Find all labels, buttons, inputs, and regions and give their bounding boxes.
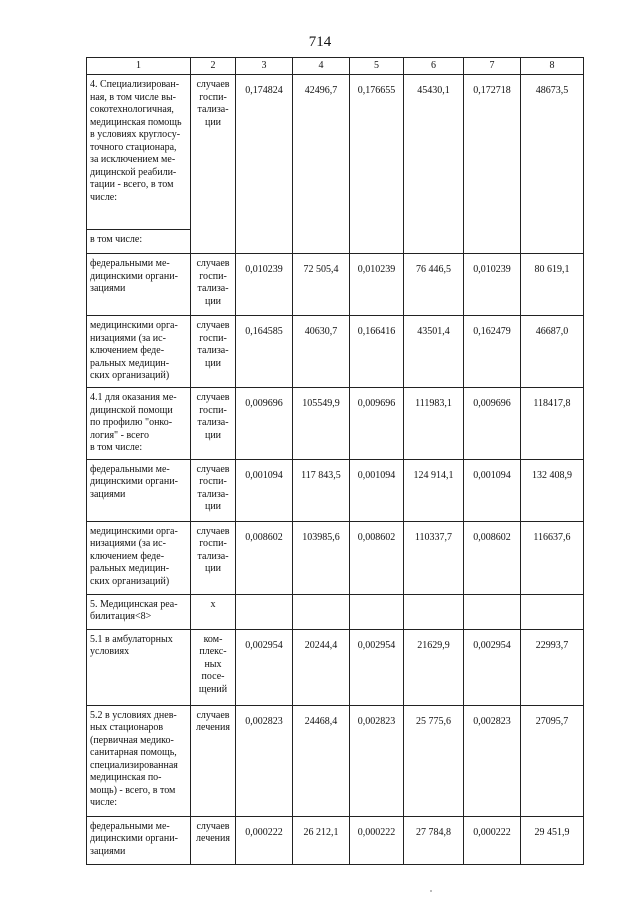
row-value: 27 784,8 [404,816,464,864]
column-number: 2 [191,58,236,75]
row-description: федеральными ме- дицинскими органи- зациями [87,254,191,316]
row-value: 103985,6 [293,521,350,594]
row-value: 0,002954 [236,629,293,705]
page-number: 714 [308,34,332,50]
row-value: 72 505,4 [293,254,350,316]
table-row [87,254,584,316]
row-value [404,230,464,254]
row-value [236,230,293,254]
row-unit: случаев госпи- тализа- ции [191,521,236,594]
row-unit: случаев лечения [191,705,236,816]
row-value: 43501,4 [404,316,464,388]
row-unit: х [191,594,236,629]
row-value: 29 451,9 [521,816,584,864]
row-value: 0,166416 [350,316,404,388]
row-description: 5.1 в амбулаторных условиях [87,629,191,705]
row-value: 0,002954 [350,629,404,705]
row-value: 20244,4 [293,629,350,705]
row-description: 4. Специализирован- ная, в том числе вы- сокотехнологичная, медицинская помощь в условиях круглосу- точного стационара, за исключением ме- дицинской реабили- тации - всего, в том числе: [87,75,191,230]
row-value: 42496,7 [293,75,350,230]
row-value [350,230,404,254]
row-value: 0,174824 [236,75,293,230]
table-row [87,388,584,460]
row-value: 0,176655 [350,75,404,230]
table-row [87,459,584,521]
row-value: 0,001094 [350,459,404,521]
row-value: 105549,9 [293,388,350,460]
row-value: 0,002954 [464,629,521,705]
table-row [87,230,584,254]
table-row [87,629,584,705]
row-value: 40630,7 [293,316,350,388]
row-value: 0,000222 [236,816,293,864]
row-value: 0,010239 [350,254,404,316]
row-unit: случаев госпи- тализа- ции [191,316,236,388]
column-number: 1 [87,58,191,75]
row-value: 0,002823 [350,705,404,816]
row-unit: случаев госпи- тализа- ции [191,459,236,521]
table-row [87,816,584,864]
row-value: 0,010239 [464,254,521,316]
row-value [293,230,350,254]
row-value [236,594,293,629]
row-value: 76 446,5 [404,254,464,316]
row-unit: случаев госпи- тализа- ции [191,75,236,230]
row-unit [191,230,236,254]
row-value: 0,164585 [236,316,293,388]
row-value: 0,009696 [236,388,293,460]
row-value: 0,009696 [350,388,404,460]
row-value: 110337,7 [404,521,464,594]
row-value: 124 914,1 [404,459,464,521]
row-value: 0,008602 [350,521,404,594]
row-value: 0,009696 [464,388,521,460]
row-value: 80 619,1 [521,254,584,316]
row-value: 0,172718 [464,75,521,230]
table-row [87,316,584,388]
row-value: 0,000222 [464,816,521,864]
row-value: 24468,4 [293,705,350,816]
row-unit: ком- плекс- ных посе- щений [191,629,236,705]
table-row [87,594,584,629]
row-description: федеральными ме- дицинскими органи- зациями [87,459,191,521]
row-value: 0,002823 [464,705,521,816]
row-value: 116637,6 [521,521,584,594]
table-row [87,705,584,816]
row-value: 21629,9 [404,629,464,705]
row-value: 26 212,1 [293,816,350,864]
column-number-row [87,58,584,75]
row-description: медицинскими орга- низациями (за ис- ключением феде- ральных медицин- ских организаций) [87,521,191,594]
row-value [521,594,584,629]
row-value: 132 408,9 [521,459,584,521]
column-number: 4 [293,58,350,75]
row-description: 5.2 в условиях днев- ных стационаров (первичная медико- санитарная помощь, специализированная медицинская по- мощь) - всего, в том числе: [87,705,191,816]
data-table [86,57,584,865]
row-unit: случаев лечения [191,816,236,864]
row-unit: случаев госпи- тализа- ции [191,388,236,460]
row-value: 46687,0 [521,316,584,388]
row-value [404,594,464,629]
row-value: 111983,1 [404,388,464,460]
row-value: 0,008602 [236,521,293,594]
row-value: 117 843,5 [293,459,350,521]
column-number: 6 [404,58,464,75]
row-description: федеральными ме- дицинскими органи- зациями [87,816,191,864]
row-value: 0,002823 [236,705,293,816]
row-value: 0,001094 [236,459,293,521]
row-value [350,594,404,629]
row-unit: случаев госпи- тализа- ции [191,254,236,316]
column-number: 5 [350,58,404,75]
row-value: 0,001094 [464,459,521,521]
row-value [521,230,584,254]
table-row [87,75,584,230]
row-value: 45430,1 [404,75,464,230]
row-value: 25 775,6 [404,705,464,816]
row-value: 0,162479 [464,316,521,388]
scan-speck [430,890,432,892]
row-description: в том числе: [87,230,191,254]
row-value [464,230,521,254]
row-value: 118417,8 [521,388,584,460]
row-value: 0,010239 [236,254,293,316]
row-value: 48673,5 [521,75,584,230]
row-value: 0,008602 [464,521,521,594]
row-value: 0,000222 [350,816,404,864]
column-number: 7 [464,58,521,75]
row-value [293,594,350,629]
row-description: 4.1 для оказания ме- дицинской помощи по профилю "онко- логия" - всего в том числе: [87,388,191,460]
row-value [464,594,521,629]
row-description: 5. Медицинская реа- билитация<8> [87,594,191,629]
column-number: 3 [236,58,293,75]
row-value: 27095,7 [521,705,584,816]
table-row [87,521,584,594]
row-description: медицинскими орга- низациями (за ис- ключением феде- ральных медицин- ских организаций) [87,316,191,388]
row-value: 22993,7 [521,629,584,705]
column-number: 8 [521,58,584,75]
